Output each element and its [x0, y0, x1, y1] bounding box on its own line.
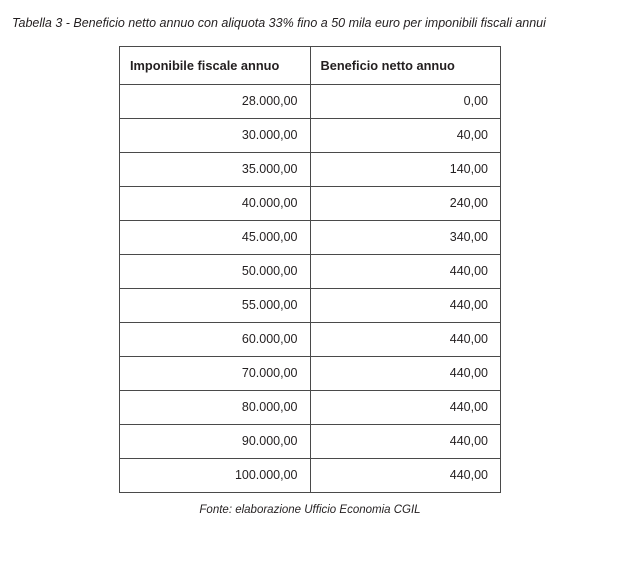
- cell-net-benefit: 440,00: [310, 322, 501, 356]
- column-header-taxable-income: Imponibile fiscale annuo: [120, 46, 311, 84]
- cell-net-benefit: 140,00: [310, 152, 501, 186]
- cell-net-benefit: 240,00: [310, 186, 501, 220]
- cell-taxable-income: 40.000,00: [120, 186, 311, 220]
- table-row: [120, 390, 501, 424]
- cell-taxable-income: 45.000,00: [120, 220, 311, 254]
- cell-net-benefit: 440,00: [310, 254, 501, 288]
- cell-taxable-income: 28.000,00: [120, 84, 311, 118]
- table-row: [120, 152, 501, 186]
- cell-net-benefit: 0,00: [310, 84, 501, 118]
- cell-net-benefit: 440,00: [310, 424, 501, 458]
- cell-net-benefit: 440,00: [310, 390, 501, 424]
- table-row: [120, 84, 501, 118]
- table-row: [120, 356, 501, 390]
- cell-net-benefit: 440,00: [310, 356, 501, 390]
- benefit-table: [119, 46, 501, 493]
- table-source-note: Fonte: elaborazione Ufficio Economia CGIL: [199, 503, 421, 516]
- cell-taxable-income: 80.000,00: [120, 390, 311, 424]
- table-row: [120, 186, 501, 220]
- cell-net-benefit: 440,00: [310, 288, 501, 322]
- table-header-row: [120, 46, 501, 84]
- cell-net-benefit: 40,00: [310, 118, 501, 152]
- cell-taxable-income: 55.000,00: [120, 288, 311, 322]
- table-body: [120, 84, 501, 492]
- table-caption: Tabella 3 - Beneficio netto annuo con aliquota 33% fino a 50 mila euro per imponibili fiscali annui: [12, 16, 546, 30]
- table-row: [120, 254, 501, 288]
- table-row: [120, 118, 501, 152]
- table-row: [120, 458, 501, 492]
- cell-taxable-income: 30.000,00: [120, 118, 311, 152]
- table-header: [120, 46, 501, 84]
- table-row: [120, 424, 501, 458]
- table-row: [120, 288, 501, 322]
- cell-taxable-income: 60.000,00: [120, 322, 311, 356]
- cell-taxable-income: 70.000,00: [120, 356, 311, 390]
- table-row: [120, 322, 501, 356]
- cell-net-benefit: 440,00: [310, 458, 501, 492]
- column-header-net-benefit: Beneficio netto annuo: [310, 46, 501, 84]
- cell-taxable-income: 50.000,00: [120, 254, 311, 288]
- cell-taxable-income: 100.000,00: [120, 458, 311, 492]
- table-row: [120, 220, 501, 254]
- table-container: [0, 46, 620, 493]
- cell-taxable-income: 35.000,00: [120, 152, 311, 186]
- cell-taxable-income: 90.000,00: [120, 424, 311, 458]
- cell-net-benefit: 340,00: [310, 220, 501, 254]
